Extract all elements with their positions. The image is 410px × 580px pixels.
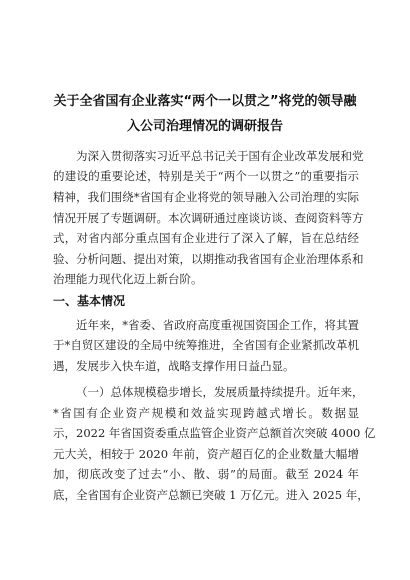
intro-line: 验、分析问题、提出对策，以期推动我省国有企业治理体系和 bbox=[53, 252, 364, 266]
body-line: 元大关，相较于 2020 年前，资产超百亿的企业数量大幅增 bbox=[53, 447, 359, 461]
intro-line: 式，对省内部分重点国有企业进行了深入了解，旨在总结经 bbox=[53, 231, 359, 245]
intro-line: 情况开展了专题调研。本次调研通过座谈访谈、查阅资料等方 bbox=[53, 211, 364, 225]
intro-line: 的建设的重要论述，特别是关于“两个一以贯之”的重要指示 bbox=[53, 169, 359, 183]
body-line: （一）总体规模稳步增长，发展质量持续提升。近年来， bbox=[76, 385, 364, 399]
body-line: 遇，发展步入快车道，战略支撑作用日益凸显。 bbox=[53, 359, 295, 373]
document-title-line-1: 关于全省国有企业落实“两个一以贯之”将党的领导融 bbox=[53, 94, 357, 109]
document-title-line-2: 入公司治理情况的调研报告 bbox=[126, 119, 283, 134]
body-line: *省国有企业资产规模和效益实现跨越式增长。数据显 bbox=[53, 406, 359, 420]
body-line: 于*自贸区建设的全局中统筹推进，全省国有企业紧抓改革机 bbox=[53, 338, 359, 352]
body-line: 示，2022 年省国资委重点监管企业资产总额首次突破 4000 亿 bbox=[53, 426, 376, 440]
intro-line: 精神，我们围绕*省国有企业将党的领导融入公司治理的实际 bbox=[53, 190, 359, 204]
intro-line: 为深入贯彻落实习近平总书记关于国有企业改革发展和党 bbox=[76, 149, 364, 163]
body-line: 底，全省国有企业资产总额已突破 1 万亿元。进入 2025 年， bbox=[53, 488, 369, 502]
body-line: 近年来，*省委、省政府高度重视国资国企工作，将其置 bbox=[76, 318, 359, 332]
intro-line: 治理能力现代化迈上新台阶。 bbox=[53, 272, 203, 286]
section-heading: 一、基本情况 bbox=[53, 294, 126, 308]
body-line: 加，彻底改变了过去“小、散、弱”的局面。截至 2024 年 bbox=[53, 467, 359, 481]
